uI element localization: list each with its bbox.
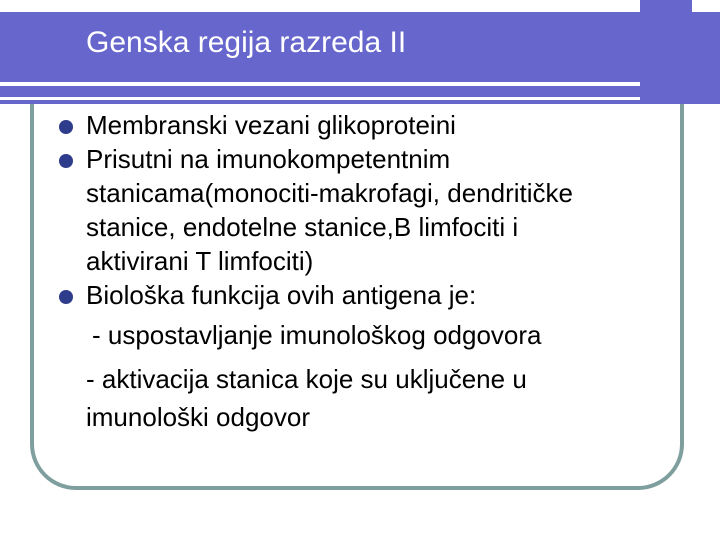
- sub-item-text: - aktivacija stanica koje su uključene u: [86, 364, 527, 394]
- bullet-dot-icon: [59, 154, 73, 168]
- bullet-text: aktivirani T limfociti): [86, 246, 314, 276]
- bullet-text: stanice, endotelne stanice,B limfociti i: [86, 212, 519, 242]
- bullet-text: Biološka funkcija ovih antigena je:: [86, 280, 477, 310]
- bullet-text: Membranski vezani glikoproteini: [86, 110, 456, 140]
- title-divider-bottom: [0, 100, 640, 104]
- bullet-text: Prisutni na imunokompetentnim: [86, 144, 451, 174]
- title-bar-notch: [640, 0, 692, 12]
- sub-item-text: imunološki odgovor: [86, 402, 311, 432]
- bullet-text: stanicama(monociti-makrofagi, dendritičke: [86, 178, 573, 208]
- sub-item-text: - uspostavljanje imunološkog odgovora: [92, 320, 542, 350]
- bullet-dot-icon: [59, 290, 73, 304]
- slide-title: Genska regija razreda II: [86, 26, 407, 59]
- bullet-dot-icon: [59, 120, 73, 134]
